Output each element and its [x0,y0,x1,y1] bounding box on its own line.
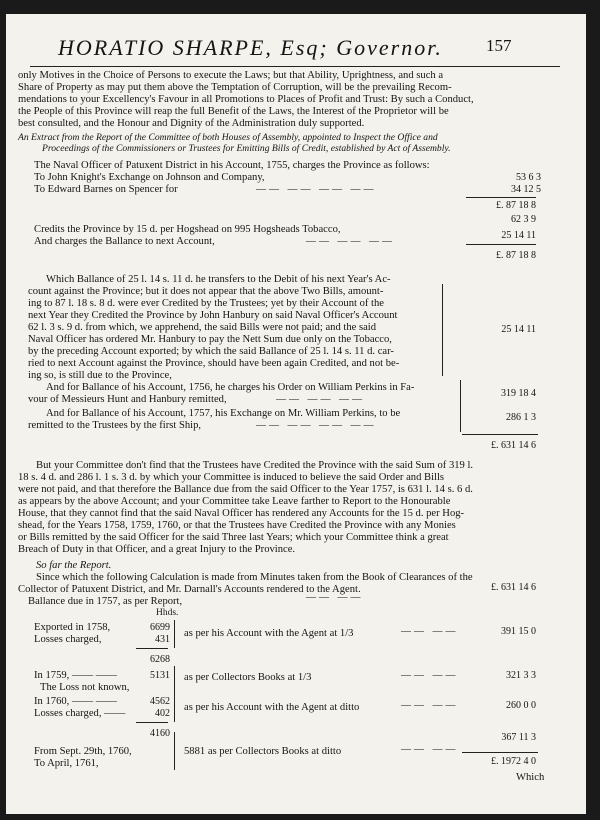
calc-line: Since which the following Calculation is made from Minutes taken from the Book of Clearances of the [36,572,473,583]
table-row-label: The Loss not known, [40,682,130,693]
table-row-hhds: 402 [155,708,170,719]
account-a-line: To Edward Barnes on Spencer for [34,184,178,195]
table-row-label: To April, 1761, [34,758,99,769]
account-b-line: next Year they Credited the Province by John Hanbury on said Naval Officer's Account [28,310,398,321]
extract-heading: Proceedings of the Commissioners or Trustees for Emitting Bills of Credit, established by Act of Assembly. [42,143,451,154]
account-b-line: Which Ballance of 25 l. 14 s. 11 d. he transfers to the Debit of his next Year's Ac- [46,274,391,285]
table-row-label: From Sept. 29th, 1760, [34,746,132,757]
table-entry-text: as per his Account with the Agent at 1/3 [184,628,354,639]
intro-line: mendations to your Excellency's Favour in all Promotions to Places of Profit and Trust: By such a Conduct, [18,94,474,105]
amount: 25 14 11 [501,230,536,241]
leader-dashes: —— —— [401,626,459,637]
order-line: vour of Messieurs Hunt and Hanbury remitted, [28,394,227,405]
table-row-label: In 1760, —— —— [34,696,117,707]
account-b-line: Naval Officer has ordered Mr. Hanbury to pay the Nett Sum due only on the Tobacco, [28,334,392,345]
account-b-line: by the preceding Account exported; by which the said Ballance of 25 l. 14 s. 11 d. car- [28,346,394,357]
table-row-hhds: 4160 [150,728,170,739]
balance-line: And charges the Ballance to next Account, [34,236,215,247]
brace-line [174,666,175,692]
leader-dashes: —— —— [306,592,364,603]
exchange-line: And for Ballance of his Account, 1757, his Exchange on Mr. William Perkins, to be [46,408,401,419]
credit-line: Credits the Province by 15 d. per Hogshead on 995 Hogsheads Tobacco, [34,224,341,235]
amount-total: £. 87 18 8 [496,250,536,261]
header-rule [30,66,560,67]
intro-line: best consulted, and the Honour and Dignity of the Administration duly supported. [18,118,365,129]
intro-line: only Motives in the Choice of Persons to execute the Laws; but that Ability, Uprightness, and such a [18,70,444,81]
table-entry-text: as per Collectors Books at 1/3 [184,672,312,683]
table-entry-amount: 260 0 0 [506,700,536,711]
table-entry-text: as per his Account with the Agent at ditto [184,702,360,713]
brace-line [174,732,175,770]
table-total: £. 1972 4 0 [491,756,536,767]
table-row-hhds: 5131 [150,670,170,681]
order-line: And for Ballance of his Account, 1756, he charges his Order on William Perkins in Fa- [46,382,415,393]
amount-total: £. 631 14 6 [491,440,536,451]
amount: 286 1 3 [506,412,536,423]
table-row-label: In 1759, —— —— [34,670,117,681]
account-b-line: ried to next Account against the Province, should have been again Credited, and not be- [28,358,400,369]
committee-line: House, that they cannot find that the said Naval Officer has rendered any Accounts for the 15 d. per Hog- [18,508,465,519]
page-number: 157 [486,36,512,55]
brace-line [174,620,175,648]
committee-line: as appears by the above Account; and your Committee take Leave farther to Report to the Honourable [18,496,451,507]
table-entry-amount: 321 3 3 [506,670,536,681]
table-row-label: Exported in 1758, [34,622,111,633]
table-entry-amount: 391 15 0 [501,626,536,637]
running-head-title: HORATIO SHARPE, Esq; Governor. [58,35,443,60]
sum-rule [136,722,168,723]
extract-heading: An Extract from the Report of the Committee of both Houses of Assembly, appointed to Inspect the Office and [18,132,438,143]
amount: 62 3 9 [511,214,536,225]
committee-line: or Bills remitted by the said Officer for the said Three last Years; which your Committee think a great [18,532,449,543]
intro-line: Share of Property as may put them above the Temptation of Corruption, will be the prevailing Recom- [18,82,452,93]
committee-line: Breach of Duty in that Officer, and a great Injury to the Province. [18,544,296,555]
sum-rule [462,752,538,753]
sum-rule [136,648,168,649]
brace-line [442,284,443,376]
committee-line: But your Committee don't find that the Trustees have Credited the Province with the said Sum of 319 l. [36,460,474,471]
so-far-report: So far the Report. [36,560,112,571]
table-row-hhds: 4562 [150,696,170,707]
exchange-line: remitted to the Trustees by the first Ship, [28,420,202,431]
table-entry-amount: 367 11 3 [501,732,536,743]
table-entry-text: 5881 as per Collectors Books at ditto [184,746,342,757]
account-a-line: To John Knight's Exchange on Johnson and Company, [34,172,265,183]
table-row-label: Losses charged, —— [34,708,126,719]
committee-line: were not paid, and that therefore the Ballance due from the said Officer to the Year 1757, is 631 l. 14 s. 6 d. [18,484,473,495]
amount: 25 14 11 [501,324,536,335]
table-row-hhds: 431 [155,634,170,645]
leader-dashes: —— —— —— —— [256,184,377,195]
leader-dashes: —— —— [401,744,459,755]
committee-line: shead, for the Years 1758, 1759, 1760, or that the Trustees have Credited the Province with any Monies [18,520,456,531]
leader-dashes: —— —— —— [306,236,395,247]
amount-total: £. 87 18 8 [496,200,536,211]
intro-line: the People of this Province will reap the full Benefit of the Laws, the Interest of the Proprietor will be [18,106,449,117]
ballance-amount: £. 631 14 6 [491,582,536,593]
committee-line: 18 s. 4 d. and 286 l. 1 s. 3 d. by which your Committee is induced to believe the said Order and Bills [18,472,445,483]
leader-dashes: —— —— —— —— [256,420,377,431]
leader-dashes: —— —— [401,670,459,681]
amount: 53 6 3 [516,172,541,183]
sum-rule [466,244,536,245]
table-row-hhds: 6268 [150,654,170,665]
brace-line [174,692,175,722]
amount: 319 18 4 [501,388,536,399]
sum-rule [462,434,538,435]
account-b-line: count against the Province; but it does not appear that the above Two Bills, amount- [28,286,384,297]
table-row-hhds: 6699 [150,622,170,633]
sum-rule [466,197,536,198]
account-b-line: ing so, is still due to the Province, [28,370,172,381]
calc-line: Collector of Patuxent District, and Mr. Darnall's Accounts rendered to the Agent. [18,584,361,595]
document-page [6,14,586,814]
leader-dashes: —— —— —— [276,394,365,405]
account-b-line: 62 l. 3 s. 9 d. from which, we apprehend, the said Bills were not paid; and the said [28,322,377,333]
amount: 34 12 5 [511,184,541,195]
account-b-line: ing to 87 l. 18 s. 8 d. were ever Credited by the Trustees; yet by their Account of the [28,298,385,309]
hhds-label: Hhds. [156,608,179,618]
table-row-label: Losses charged, [34,634,102,645]
catchword: Which [516,772,545,783]
leader-dashes: —— —— [401,700,459,711]
account-a-line: The Naval Officer of Patuxent District in his Account, 1755, charges the Province as follows: [34,160,430,171]
ballance-line: Ballance due in 1757, as per Report, [28,596,183,607]
